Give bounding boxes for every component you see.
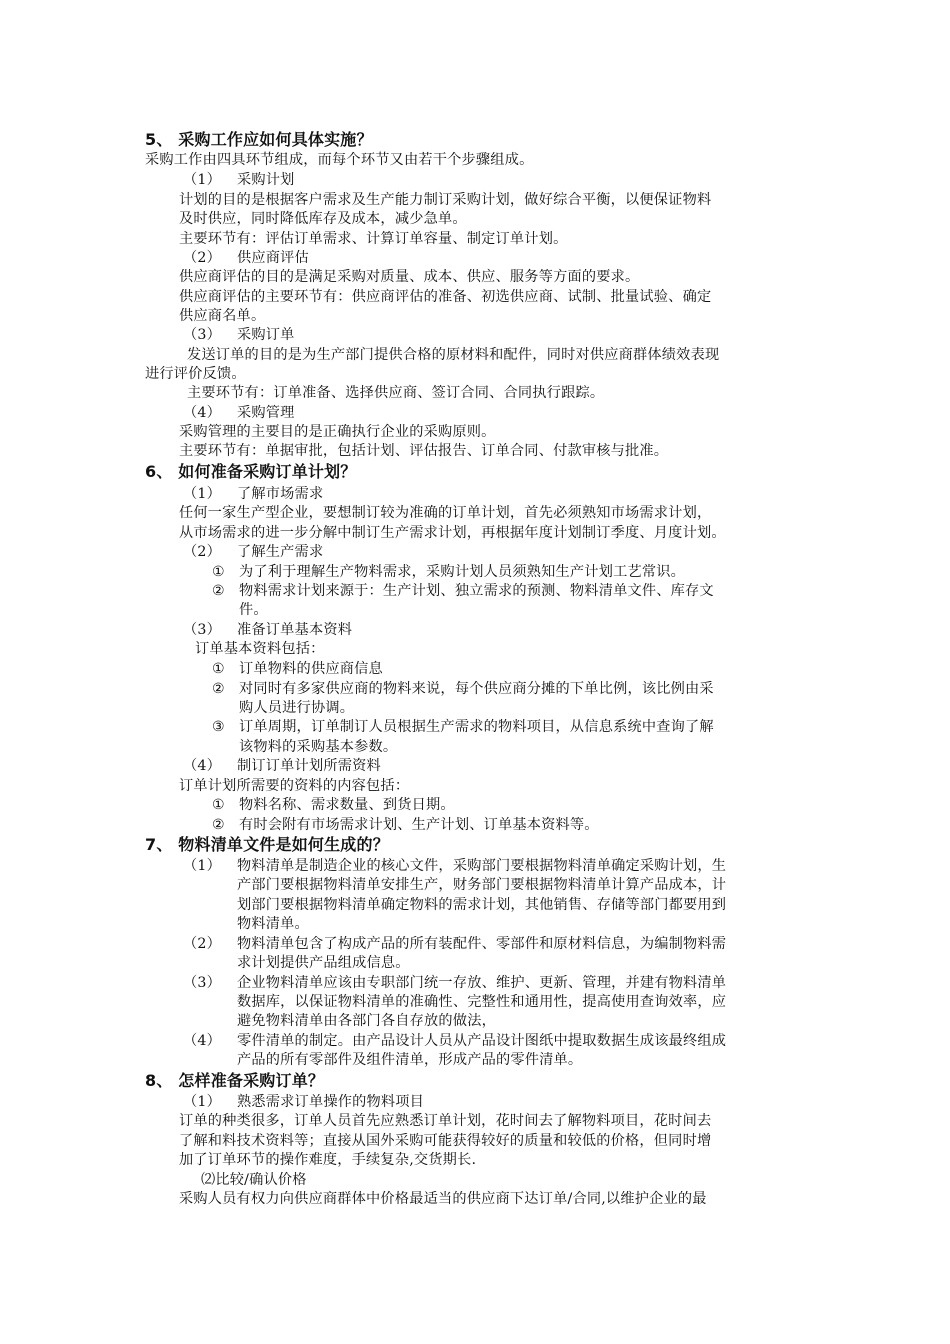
s7-item-1-line: 划部门要根据物料清单确定物料的需求计划，其他销售、存储等部门都要用到 bbox=[237, 897, 727, 913]
s5-item-2-line: 供应商名单。 bbox=[179, 308, 266, 324]
s6-item-3-subitem: 订单物料的供应商信息 bbox=[239, 661, 383, 677]
s6-item-1-line: 任何一家生产型企业，要想制订较为准确的订单计划，首先必须熟知市场需求计划， bbox=[179, 505, 712, 521]
s6-item-2-subitem: 物料需求计划来源于：生产计划、独立需求的预测、物料清单文件、库存文 bbox=[239, 583, 714, 599]
s5-item-3-number: （3） bbox=[183, 327, 222, 343]
s7-item-1-line: 物料清单。 bbox=[237, 916, 309, 932]
s6-item-3-number: （3） bbox=[183, 622, 222, 638]
s5-item-3-title: 采购订单 bbox=[237, 327, 295, 343]
s6-item-1-line: 从市场需求的进一步分解中制订生产需求计划，再根据年度计划制订季度、月度计划。 bbox=[179, 525, 726, 541]
s6-item-3-subitem: 订单周期，订单制订人员根据生产需求的物料项目，从信息系统中查询了解 bbox=[239, 719, 714, 735]
s5-item-4-line: 主要环节有：单据审批，包括计划、评估报告、订单合同、付款审核与批准。 bbox=[179, 443, 669, 459]
s5-item-4-number: （4） bbox=[183, 405, 222, 421]
s5-item-2-line: 供应商评估的主要环节有：供应商评估的准备、初选供应商、试制、批量试验、确定 bbox=[179, 289, 712, 305]
s6-item-3-circled-number: ③ bbox=[212, 719, 225, 735]
s6-item-2-number: （2） bbox=[183, 544, 222, 560]
s6-item-4-subitem: 物料名称、需求数量、到货日期。 bbox=[239, 797, 455, 813]
s6-item-3-circled-number: ② bbox=[212, 681, 225, 697]
s6-item-4-intro: 订单计划所需要的资料的内容包括： bbox=[179, 778, 410, 794]
s6-item-3-subitem: 购人员进行协调。 bbox=[239, 700, 355, 716]
s6-item-4-subitem: 有时会附有市场需求计划、生产计划、订单基本资料等。 bbox=[239, 817, 599, 833]
s6-item-3-subitem: 该物料的采购基本参数。 bbox=[239, 739, 398, 755]
s5-item-4-title: 采购管理 bbox=[237, 405, 295, 421]
s5-item-2-title: 供应商评估 bbox=[237, 250, 309, 266]
s6-item-2-title: 了解生产需求 bbox=[237, 544, 324, 560]
s8-item-2-line: 采购人员有权力向供应商群体中价格最适当的供应商下达订单/合同,以维护企业的最 bbox=[179, 1191, 707, 1207]
s8-item-1-line: 加了订单环节的操作难度，手续复杂,交货期长. bbox=[179, 1152, 477, 1168]
s7-item-2-line: 物料清单包含了构成产品的所有装配件、零部件和原材料信息，为编制物料需 bbox=[237, 936, 727, 952]
s7-item-4-line: 产品的所有零部件及组件清单，形成产品的零件清单。 bbox=[237, 1052, 583, 1068]
s6-item-4-number: （4） bbox=[183, 758, 222, 774]
s7-item-1-line: 产部门要根据物料清单安排生产，财务部门要根据物料清单计算产品成本，计 bbox=[237, 877, 727, 893]
s6-item-3-title: 准备订单基本资料 bbox=[237, 622, 353, 638]
s5-item-2-line: 供应商评估的目的是满足采购对质量、成本、供应、服务等方面的要求。 bbox=[179, 269, 640, 285]
s6-item-2-subitem: 为了利于理解生产物料需求，采购计划人员须熟知生产计划工艺常识。 bbox=[239, 564, 686, 580]
s5-item-3-line: 进行评价反馈。 bbox=[145, 366, 246, 382]
section-5-heading: 5、 采购工作应如何具体实施？ bbox=[145, 130, 373, 149]
s6-item-1-number: （1） bbox=[183, 486, 222, 502]
s5-item-4-line: 采购管理的主要目的是正确执行企业的采购原则。 bbox=[179, 424, 496, 440]
s8-item-2-title: ⑵比较/确认价格 bbox=[201, 1172, 307, 1188]
s8-item-1-line: 订单的种类很多，订单人员首先应熟悉订单计划，花时间去了解物料项目，花时间去 bbox=[179, 1113, 712, 1129]
s7-item-2-number: （2） bbox=[183, 936, 222, 952]
s8-item-1-number: （1） bbox=[183, 1094, 222, 1110]
s7-item-3-line: 数据库，以保证物料清单的准确性、完整性和通用性，提高使用查询效率，应 bbox=[237, 994, 727, 1010]
s6-item-2-circled-number: ② bbox=[212, 583, 225, 599]
s5-item-1-number: （1） bbox=[183, 172, 222, 188]
section-8-heading: 8、 怎样准备采购订单？ bbox=[145, 1071, 325, 1090]
s6-item-2-subitem: 件。 bbox=[239, 602, 268, 618]
s6-item-1-title: 了解市场需求 bbox=[237, 486, 324, 502]
s8-item-1-line: 了解和料技术资料等；直接从国外采购可能获得较好的质量和较低的价格，但同时增 bbox=[179, 1133, 712, 1149]
s5-item-1-title: 采购计划 bbox=[237, 172, 295, 188]
s7-item-3-number: （3） bbox=[183, 975, 222, 991]
s6-item-3-intro: 订单基本资料包括： bbox=[195, 641, 325, 657]
s7-item-1-number: （1） bbox=[183, 858, 222, 874]
s7-item-1-line: 物料清单是制造企业的核心文件，采购部门要根据物料清单确定采购计划，生 bbox=[237, 858, 727, 874]
s7-item-2-line: 求计划提供产品组成信息。 bbox=[237, 955, 410, 971]
section-7-heading: 7、 物料清单文件是如何生成的？ bbox=[145, 835, 389, 854]
s5-item-1-line: 及时供应，同时降低库存及成本，减少急单。 bbox=[179, 211, 467, 227]
section-5-intro: 采购工作由四具环节组成，而每个环节又由若干个步骤组成。 bbox=[145, 152, 534, 168]
s6-item-4-circled-number: ① bbox=[212, 797, 225, 813]
s6-item-2-circled-number: ① bbox=[212, 564, 225, 580]
section-6-heading: 6、 如何准备采购订单计划？ bbox=[145, 462, 357, 481]
s6-item-4-title: 制订订单计划所需资料 bbox=[237, 758, 381, 774]
s7-item-4-line: 零件清单的制定。由产品设计人员从产品设计图纸中提取数据生成该最终组成 bbox=[237, 1033, 727, 1049]
s8-item-1-title: 熟悉需求订单操作的物料项目 bbox=[237, 1094, 425, 1110]
s6-item-4-circled-number: ② bbox=[212, 817, 225, 833]
s6-item-3-circled-number: ① bbox=[212, 661, 225, 677]
s5-item-1-line: 主要环节有：评估订单需求、计算订单容量、制定订单计划。 bbox=[179, 231, 568, 247]
s7-item-3-line: 企业物料清单应该由专职部门统一存放、维护、更新、管理，并建有物料清单 bbox=[237, 975, 727, 991]
s5-item-2-number: （2） bbox=[183, 250, 222, 266]
s7-item-4-number: （4） bbox=[183, 1033, 222, 1049]
s6-item-3-subitem: 对同时有多家供应商的物料来说，每个供应商分摊的下单比例，该比例由采 bbox=[239, 681, 714, 697]
s7-item-3-line: 避免物料清单由各部门各自存放的做法， bbox=[237, 1013, 496, 1029]
s5-item-3-line: 主要环节有：订单准备、选择供应商、签订合同、合同执行跟踪。 bbox=[187, 385, 605, 401]
s5-item-1-line: 计划的目的是根据客户需求及生产能力制订采购计划，做好综合平衡，以便保证物料 bbox=[179, 192, 712, 208]
s5-item-3-line: 发送订单的目的是为生产部门提供合格的原材料和配件，同时对供应商群体绩效表现 bbox=[187, 347, 720, 363]
